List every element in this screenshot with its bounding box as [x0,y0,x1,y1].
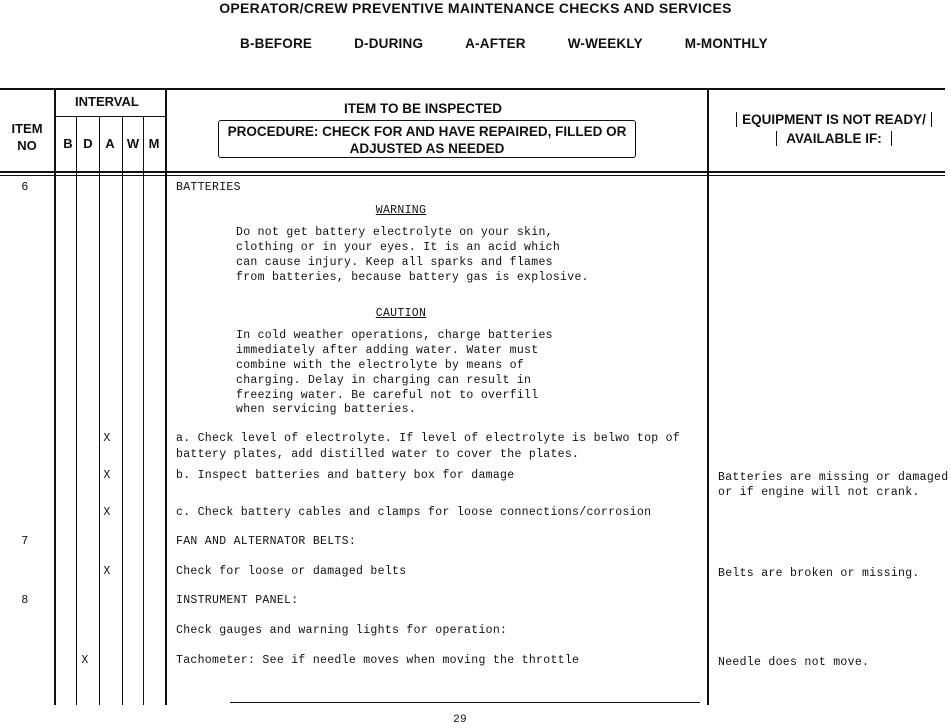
interval-col-w: W [126,136,140,151]
interval-col-b: B [63,136,73,151]
legend-during: D-DURING [354,36,424,51]
item-6a-after-mark: X [103,432,111,445]
col-line-procedure [707,88,709,705]
page-title: OPERATOR/CREW PREVENTIVE MAINTENANCE CHECKS AND SERVICES [219,0,732,16]
table-header-rule [0,171,945,173]
item-6b-not-ready-1: Batteries are missing or damaged [718,471,949,484]
item-6b-text: b. Inspect batteries and battery box for damage [176,469,515,482]
procedure-box [218,120,636,158]
item-7-not-ready: Belts are broken or missing. [718,567,920,580]
warning-line-1: Do not get battery electrolyte on your skin, [236,226,553,239]
interval-col-d: D [83,136,93,151]
warning-line-3: can cause injury. Keep all sparks and flames [236,256,553,269]
col-line-interval [165,88,167,705]
item-7-after-mark: X [103,565,111,578]
warning-label: WARNING [375,204,427,217]
page-number: 29 [453,714,467,726]
caution-line-6: when servicing batteries. [236,403,417,416]
interval-legend [240,36,806,51]
col-line-item [54,88,56,705]
item-to-inspect-header: ITEM TO BE INSPECTED [344,101,503,116]
item-6c-after-mark: X [103,506,111,519]
item-8-title: INSTRUMENT PANEL: [176,594,299,607]
legend-monthly: M-MONTHLY [684,36,768,51]
interval-header: INTERVAL [75,94,139,109]
caution-line-2: immediately after adding water. Water must [236,344,539,357]
caution-line-3: combine with the electrolyte by means of [236,359,525,372]
caution-line-5: freezing water. Be careful not to overfill [236,389,539,402]
caution-line-1: In cold weather operations, charge batteries [236,329,553,342]
item-7-title: FAN AND ALTERNATOR BELTS: [176,535,357,548]
interval-col-m: M [148,136,160,151]
item-8-tachometer-text: Tachometer: See if needle moves when moving the throttle [176,654,580,667]
legend-weekly: W-WEEKLY [567,36,643,51]
col-line-d [99,117,100,705]
legend-before: B-BEFORE [240,36,313,51]
not-ready-header-line-1: EQUIPMENT IS NOT READY/ [736,112,932,127]
item-6c-text: c. Check battery cables and clamps for loose connections/corrosion [176,506,652,519]
table-bottom-rule [230,702,700,703]
warning-line-4: from batteries, because battery gas is explosive. [236,271,589,284]
not-ready-header-line-2: AVAILABLE IF: [776,131,892,146]
item-8-text: Check gauges and warning lights for operation: [176,624,508,637]
interval-divider [55,116,165,117]
legend-after: A-AFTER [465,36,526,51]
col-line-a [122,117,123,705]
item-no-header: ITEM NO [11,121,43,153]
table-top-rule [0,88,945,90]
col-line-b [76,117,77,705]
item-8-number: 8 [21,594,29,607]
caution-line-4: charging. Delay in charging can result in [236,374,532,387]
item-6a-line-2: battery plates, add distilled water to cover the plates. [176,448,580,461]
procedure-line-2: ADJUSTED AS NEEDED [349,141,505,156]
col-line-w [143,117,144,705]
item-6-title: BATTERIES [176,181,241,194]
table-header-rule-2 [0,175,945,176]
caution-label: CAUTION [375,307,427,320]
item-7-number: 7 [21,535,29,548]
item-7-text: Check for loose or damaged belts [176,565,407,578]
item-6-number: 6 [21,181,29,194]
item-6b-not-ready-2: or if engine will not crank. [718,486,920,499]
item-6b-after-mark: X [103,469,111,482]
item-6a-line-1: a. Check level of electrolyte. If level of electrolyte is belwo top of [176,432,681,445]
warning-line-2: clothing or in your eyes. It is an acid which [236,241,561,254]
item-8-during-mark: X [81,654,89,667]
interval-col-a: A [105,136,115,151]
item-8-tachometer-not-ready: Needle does not move. [718,656,870,669]
procedure-line-1: PROCEDURE: CHECK FOR AND HAVE REPAIRED, FILLED OR [227,124,627,139]
